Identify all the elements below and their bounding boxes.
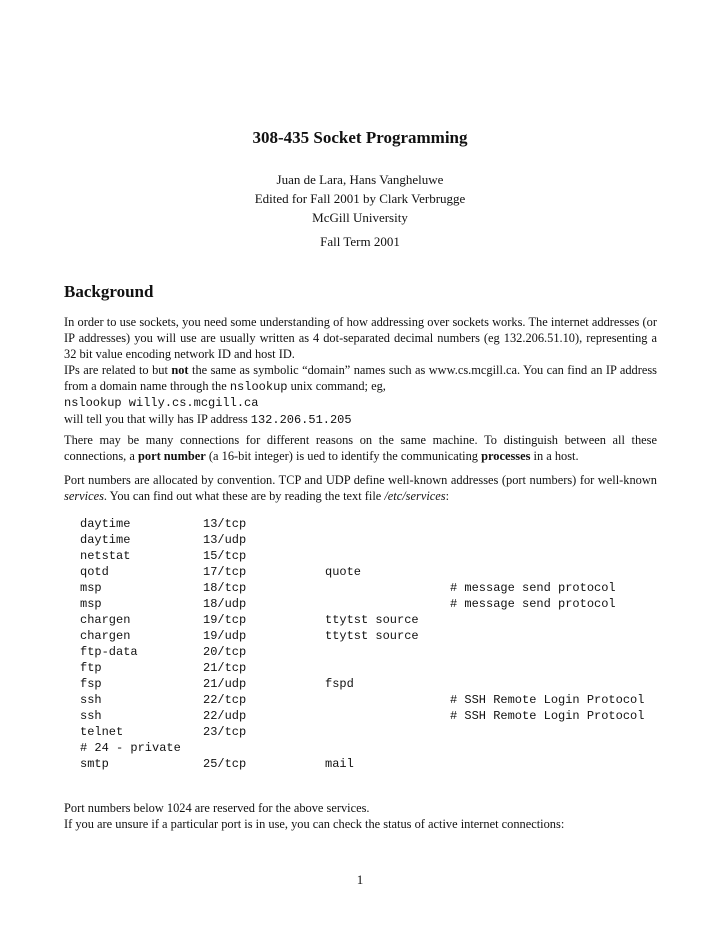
service-name: # 24 - private bbox=[80, 741, 181, 755]
paragraph-ports bbox=[64, 432, 657, 464]
institution: McGill University bbox=[312, 210, 408, 225]
service-name: fsp bbox=[80, 677, 102, 691]
code-example: nslookup willy.cs.mcgill.ca bbox=[64, 396, 259, 410]
service-port: 17/tcp bbox=[203, 565, 247, 579]
service-port: 15/tcp bbox=[203, 549, 247, 563]
paragraph-text: In order to use sockets, you need some understanding of how addressing over sockets works. The internet addresses (or IP addresses) you will use are usually written as 4 dot-separated decimal numbers (eg 132.206.51.10), representing a 32 bit value encoding network ID and host ID. bbox=[64, 315, 657, 361]
service-port: 18/tcp bbox=[203, 581, 247, 595]
author-block bbox=[0, 170, 720, 227]
service-row bbox=[80, 581, 680, 597]
service-row bbox=[80, 677, 680, 693]
service-port: 13/tcp bbox=[203, 517, 247, 531]
service-row bbox=[80, 725, 680, 741]
section-heading: Background bbox=[64, 282, 154, 301]
service-row bbox=[80, 613, 680, 629]
paragraph-text: will tell you that willy has IP address 132.206.51.205 bbox=[64, 412, 352, 427]
service-alias: mail bbox=[325, 757, 354, 771]
italic-text: services bbox=[64, 489, 104, 503]
service-name: chargen bbox=[80, 629, 131, 643]
page-number: 1 bbox=[356, 872, 364, 887]
service-comment: # SSH Remote Login Protocol bbox=[450, 693, 645, 707]
service-name: ssh bbox=[80, 709, 102, 723]
service-row bbox=[80, 661, 680, 677]
author-names: Juan de Lara, Hans Vangheluwe bbox=[276, 172, 444, 187]
service-port: 23/tcp bbox=[203, 725, 247, 739]
service-row bbox=[80, 741, 680, 757]
service-name: ftp-data bbox=[80, 645, 138, 659]
service-port: 18/udp bbox=[203, 597, 247, 611]
service-alias: ttytst source bbox=[325, 629, 419, 643]
service-port: 19/tcp bbox=[203, 613, 247, 627]
service-port: 13/udp bbox=[203, 533, 247, 547]
service-name: msp bbox=[80, 581, 102, 595]
paragraph-text: Port numbers are allocated by convention. TCP and UDP define well-known addresses (port numbers) for well-known services. You can find out what these are by reading the text file /etc/services: bbox=[64, 473, 657, 503]
service-comment: # SSH Remote Login Protocol bbox=[450, 709, 645, 723]
service-name: telnet bbox=[80, 725, 124, 739]
service-name: daytime bbox=[80, 517, 131, 531]
paragraph-text: IPs are related to but not the same as symbolic “domain” names such as www.cs.mcgill.ca. You can find an IP address from a domain name through the nslookup unix command; eg, bbox=[64, 363, 657, 394]
service-comment: # message send protocol bbox=[450, 597, 616, 611]
service-row bbox=[80, 645, 680, 661]
service-port: 21/tcp bbox=[203, 661, 247, 675]
service-row bbox=[80, 533, 680, 549]
service-name: ssh bbox=[80, 693, 102, 707]
paper-title: 308-435 Socket Programming bbox=[252, 128, 468, 147]
service-row bbox=[80, 517, 680, 533]
paragraph-services bbox=[64, 472, 657, 504]
term-date: Fall Term 2001 bbox=[320, 234, 400, 249]
service-name: netstat bbox=[80, 549, 131, 563]
service-row bbox=[80, 693, 680, 709]
service-name: daytime bbox=[80, 533, 131, 547]
editor-line: Edited for Fall 2001 by Clark Verbrugge bbox=[254, 191, 466, 206]
paragraph-text: There may be many connections for different reasons on the same machine. To distinguish between all these connections, a port number (a 16-bit integer) is ued to identify the communicating processes in a host. bbox=[64, 433, 657, 463]
service-name: qotd bbox=[80, 565, 109, 579]
service-row bbox=[80, 597, 680, 613]
service-alias: quote bbox=[325, 565, 362, 579]
paragraph-text: Port numbers below 1024 are reserved for the above services. bbox=[64, 801, 370, 815]
service-name: msp bbox=[80, 597, 102, 611]
service-alias: ttytst source bbox=[325, 613, 419, 627]
service-name: smtp bbox=[80, 757, 109, 771]
service-port: 22/udp bbox=[203, 709, 247, 723]
paragraph-addressing bbox=[64, 314, 657, 428]
bold-text: port number bbox=[137, 449, 206, 463]
service-port: 19/udp bbox=[203, 629, 247, 643]
inline-code: nslookup bbox=[229, 380, 288, 394]
service-row bbox=[80, 629, 680, 645]
service-port: 22/tcp bbox=[203, 693, 247, 707]
service-row bbox=[80, 757, 680, 773]
service-comment: # message send protocol bbox=[450, 581, 616, 595]
service-name: ftp bbox=[80, 661, 102, 675]
service-row bbox=[80, 549, 680, 565]
bold-text: processes bbox=[481, 449, 531, 463]
service-alias: fspd bbox=[325, 677, 354, 691]
services-listing bbox=[80, 517, 680, 773]
service-name: chargen bbox=[80, 613, 131, 627]
inline-code: 132.206.51.205 bbox=[250, 413, 352, 427]
bold-text: not bbox=[171, 363, 189, 377]
service-row bbox=[80, 709, 680, 725]
paragraph-text: If you are unsure if a particular port is in use, you can check the status of active internet connections: bbox=[64, 817, 565, 831]
service-port: 25/tcp bbox=[203, 757, 247, 771]
paragraph-reserved-ports bbox=[64, 800, 657, 832]
service-row bbox=[80, 565, 680, 581]
service-port: 21/udp bbox=[203, 677, 247, 691]
file-path: /etc/services bbox=[384, 489, 446, 503]
service-port: 20/tcp bbox=[203, 645, 247, 659]
